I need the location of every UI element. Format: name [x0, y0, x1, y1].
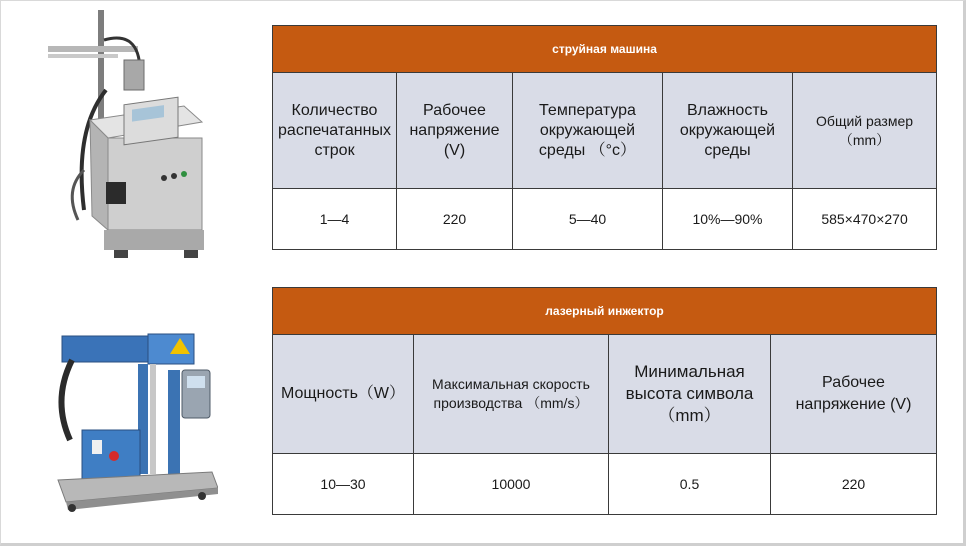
laser-table-title: лазерный инжектор — [273, 288, 937, 335]
value-laser-working-voltage: 220 — [771, 454, 937, 515]
value-ambient-humidity: 10%—90% — [663, 189, 793, 250]
value-min-character-height: 0.5 — [609, 454, 771, 515]
header-ambient-humidity: Влажность окружающей среды — [663, 73, 793, 189]
laser-injector-image — [52, 330, 218, 520]
header-max-production-speed: Максимальная скорость производства （mm/s） — [414, 335, 609, 454]
value-overall-size: 585×470×270 — [793, 189, 937, 250]
header-power: Мощность（W） — [273, 335, 414, 454]
value-power: 10—30 — [273, 454, 414, 515]
inkjet-table-title: струйная машина — [273, 26, 937, 73]
header-working-voltage: Рабочее напряжение (V) — [397, 73, 513, 189]
header-overall-size: Общий размер （mm） — [793, 73, 937, 189]
value-working-voltage: 220 — [397, 189, 513, 250]
header-ambient-temperature: Температура окружающей среды （°c） — [513, 73, 663, 189]
inkjet-spec-table — [272, 25, 937, 250]
value-ambient-temperature: 5—40 — [513, 189, 663, 250]
laser-spec-table — [272, 287, 937, 515]
header-line-count: Количество распечатанных строк — [273, 73, 397, 189]
header-laser-working-voltage: Рабочее напряжение (V) — [771, 335, 937, 454]
value-line-count: 1—4 — [273, 189, 397, 250]
value-max-production-speed: 10000 — [414, 454, 609, 515]
header-min-character-height: Минимальная высота символа（mm） — [609, 335, 771, 454]
inkjet-printer-image — [44, 10, 220, 260]
